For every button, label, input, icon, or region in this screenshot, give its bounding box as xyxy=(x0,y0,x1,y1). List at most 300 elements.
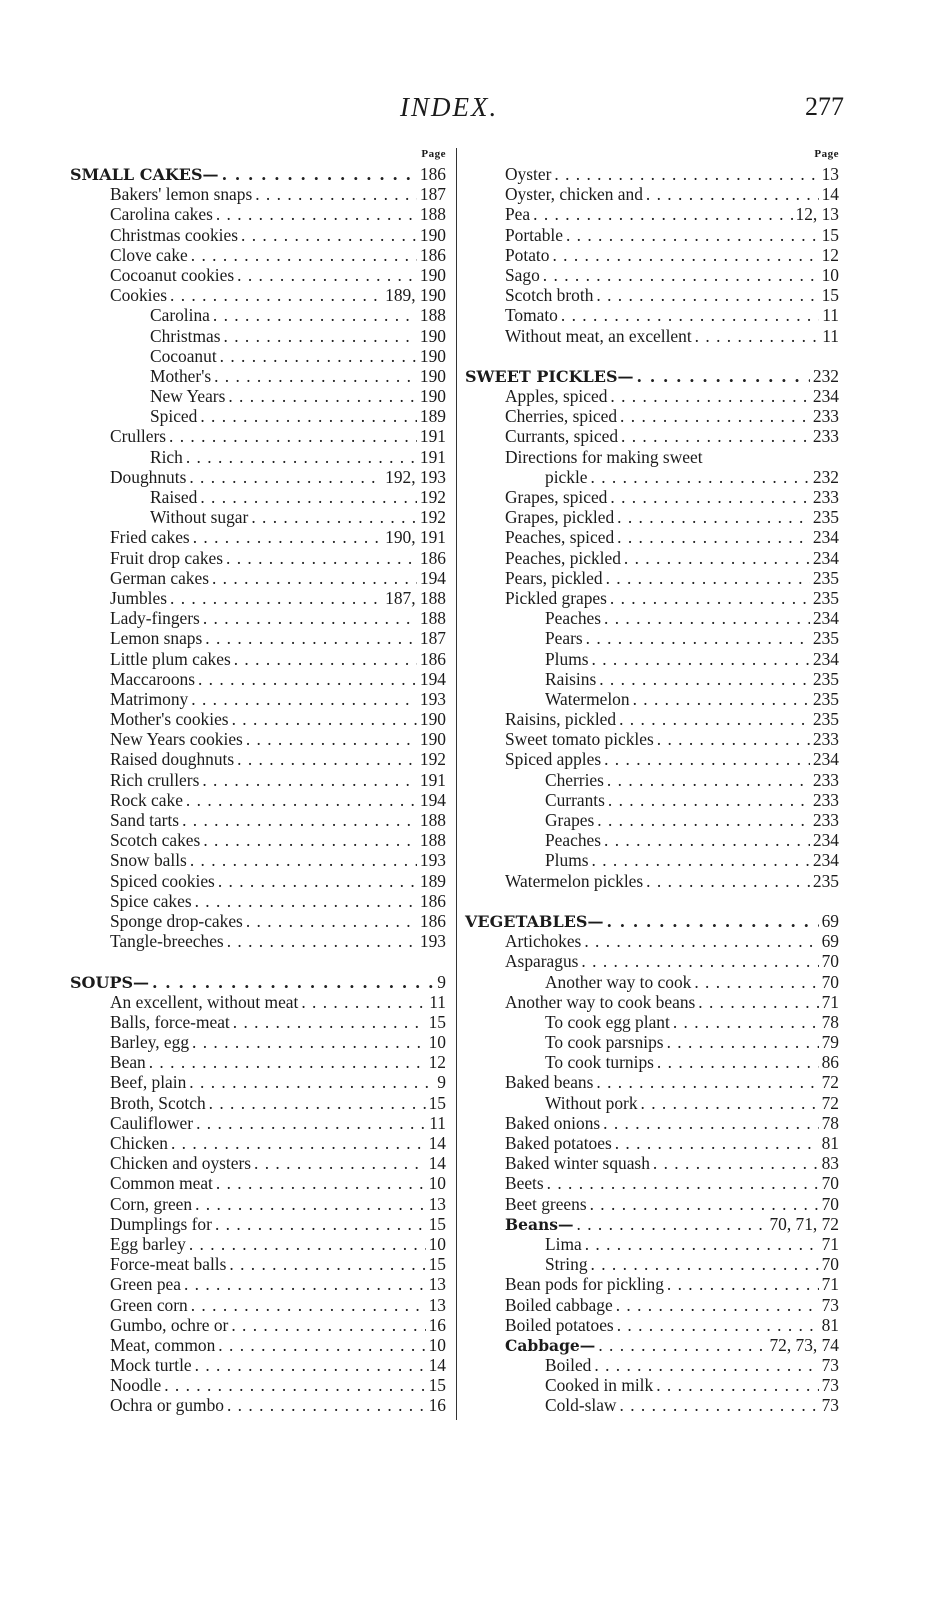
index-entry xyxy=(70,911,448,931)
entry-page-number: 190 xyxy=(419,325,446,346)
dot-leader xyxy=(604,749,810,769)
entry-page-number: 234 xyxy=(812,850,839,871)
dot-leader xyxy=(694,972,818,992)
dot-leader xyxy=(533,204,792,224)
index-entry xyxy=(465,931,841,951)
dot-leader xyxy=(603,1113,818,1133)
index-entry xyxy=(70,204,448,224)
entry-page-number: 186 xyxy=(419,890,446,911)
entry-page-number: 15 xyxy=(428,1011,446,1032)
entry-label: To cook parsnips xyxy=(545,1032,664,1053)
index-entry xyxy=(465,204,841,224)
entry-label: Little plum cakes xyxy=(110,648,231,669)
dot-leader xyxy=(202,770,417,790)
index-section-heading xyxy=(70,972,448,992)
entry-label: Dumplings for xyxy=(110,1213,212,1234)
entry-page-number: 78 xyxy=(821,1011,839,1032)
entry-label: Cooked in milk xyxy=(545,1375,654,1396)
entry-page-number: 232 xyxy=(812,365,839,386)
index-entry xyxy=(465,1153,841,1173)
dot-leader xyxy=(191,1295,426,1315)
entry-label: Rich xyxy=(150,446,183,467)
entry-page-number: 234 xyxy=(812,749,839,770)
dot-leader xyxy=(234,649,417,669)
index-entry xyxy=(465,305,841,325)
dot-leader xyxy=(169,426,417,446)
entry-page-number: 10 xyxy=(428,1032,446,1053)
index-entry xyxy=(70,1133,448,1153)
index-entry xyxy=(70,1153,448,1173)
entry-page-number: 14 xyxy=(428,1355,446,1376)
dot-leader xyxy=(152,973,434,993)
dot-leader xyxy=(227,1395,426,1415)
dot-leader xyxy=(606,568,810,588)
entry-label: Lemon snaps xyxy=(110,628,203,649)
dot-leader xyxy=(186,447,417,467)
entry-page-number: 232 xyxy=(812,466,839,487)
entry-page-number: 10 xyxy=(428,1334,446,1355)
index-entry xyxy=(465,225,841,245)
entry-page-number: 15 xyxy=(821,285,839,306)
entry-page-number: 11 xyxy=(822,305,839,326)
entry-label: Boiled xyxy=(545,1355,592,1376)
entry-label: Fried cakes xyxy=(110,527,190,548)
dot-leader xyxy=(191,245,417,265)
entry-page-number: 186 xyxy=(419,164,446,184)
entry-page-number: 235 xyxy=(812,668,839,689)
index-entry xyxy=(70,548,448,568)
dot-leader xyxy=(695,326,820,346)
index-entry xyxy=(465,810,841,830)
entry-page-number: 188 xyxy=(419,830,446,851)
entry-page-number: 15 xyxy=(428,1375,446,1396)
index-section-heading xyxy=(465,366,841,386)
dot-leader xyxy=(237,749,417,769)
dot-leader xyxy=(149,1052,426,1072)
dot-leader xyxy=(203,608,417,628)
index-entry xyxy=(70,285,448,305)
entry-page-number: 188 xyxy=(419,305,446,326)
entry-page-number: 81 xyxy=(821,1133,839,1153)
index-entry xyxy=(465,1295,841,1315)
index-entry xyxy=(70,507,448,527)
dot-leader xyxy=(543,265,819,285)
dot-leader xyxy=(182,810,417,830)
index-entry xyxy=(70,931,448,951)
entry-label: VEGETABLES— xyxy=(465,911,604,931)
index-entry xyxy=(70,346,448,366)
index-entry xyxy=(70,850,448,870)
dot-leader xyxy=(667,1032,819,1052)
index-entry xyxy=(70,608,448,628)
entry-page-number: 73 xyxy=(821,1395,839,1416)
index-entry xyxy=(465,1254,841,1274)
entry-label: Bean xyxy=(110,1052,146,1073)
entry-page-number: 11 xyxy=(429,991,446,1012)
entry-label: Cherries xyxy=(545,769,604,790)
index-entry xyxy=(70,1173,448,1193)
index-entry xyxy=(70,326,448,346)
entry-label: Oyster, chicken and xyxy=(505,184,643,205)
index-entry xyxy=(465,386,841,406)
entry-label: Cold-slaw xyxy=(545,1395,617,1416)
index-entry xyxy=(70,810,448,830)
entry-label: Potato xyxy=(505,244,550,265)
entry-label: Sand tarts xyxy=(110,810,180,830)
index-entry xyxy=(70,709,448,729)
index-entry xyxy=(465,245,841,265)
dot-leader xyxy=(584,931,818,951)
dot-leader xyxy=(617,507,810,527)
index-entry xyxy=(465,588,841,608)
entry-page-number: 234 xyxy=(812,830,839,851)
dot-leader xyxy=(231,1315,425,1335)
index-entry xyxy=(70,1315,448,1335)
index-entry xyxy=(465,1355,841,1375)
entry-label: Carolina xyxy=(150,305,210,326)
index-entry xyxy=(465,709,841,729)
entry-page-number: 192, 193 xyxy=(385,466,446,487)
entry-page-number: 235 xyxy=(812,567,839,588)
entry-label: Portable xyxy=(505,224,563,245)
dot-leader xyxy=(656,1375,818,1395)
entry-page-number: 186 xyxy=(419,547,446,568)
dot-leader xyxy=(615,1133,819,1153)
dot-leader xyxy=(216,1173,426,1193)
entry-label: German cakes xyxy=(110,567,209,588)
entry-page-number: 13 xyxy=(821,164,839,184)
entry-label: New Years xyxy=(150,386,226,407)
page-column-label: Page xyxy=(421,148,446,160)
entry-label: Beans— xyxy=(505,1214,574,1234)
entry-label: Sponge drop-cakes xyxy=(110,910,243,931)
entry-page-number: 15 xyxy=(428,1213,446,1234)
index-entry xyxy=(465,649,841,669)
index-entry xyxy=(465,729,841,749)
entry-page-number: 234 xyxy=(812,386,839,407)
dot-leader xyxy=(610,588,810,608)
entry-label: Egg barley xyxy=(110,1233,186,1254)
entry-page-number: 234 xyxy=(812,608,839,629)
index-entry xyxy=(465,184,841,204)
dot-leader xyxy=(212,568,417,588)
section-spacer xyxy=(465,346,841,366)
entry-page-number: 12 xyxy=(821,244,839,265)
dot-leader xyxy=(620,406,810,426)
entry-page-number: 233 xyxy=(812,426,839,447)
dot-leader xyxy=(241,225,417,245)
entry-page-number: 188 xyxy=(419,810,446,830)
index-entry xyxy=(70,406,448,426)
entry-label: Baked winter squash xyxy=(505,1153,650,1174)
entry-label: Lima xyxy=(545,1233,582,1254)
entry-label: Pears, pickled xyxy=(505,567,603,588)
dot-leader xyxy=(191,689,417,709)
entry-page-number: 193 xyxy=(419,931,446,952)
dot-leader xyxy=(606,912,818,932)
entry-label: Cocoanut xyxy=(150,345,217,366)
index-entry xyxy=(70,1375,448,1395)
entry-page-number: 16 xyxy=(428,1314,446,1335)
entry-label: Baked onions xyxy=(505,1112,601,1133)
dot-leader xyxy=(620,1395,819,1415)
index-entry xyxy=(70,770,448,790)
entry-label: Mock turtle xyxy=(110,1355,192,1376)
dot-leader xyxy=(566,225,819,245)
index-entry xyxy=(465,1072,841,1092)
entry-page-number: 194 xyxy=(419,668,446,689)
entry-label: Tomato xyxy=(505,305,558,326)
dot-leader xyxy=(233,1012,426,1032)
page-column-label: Page xyxy=(814,148,839,160)
entry-page-number: 233 xyxy=(812,789,839,810)
entry-page-number: 233 xyxy=(812,769,839,790)
entry-label: Force-meat balls xyxy=(110,1254,227,1275)
entry-label: Apples, spiced xyxy=(505,386,608,407)
index-entry xyxy=(465,326,841,346)
dot-leader xyxy=(224,326,417,346)
entry-page-number: 235 xyxy=(812,628,839,649)
dot-leader xyxy=(621,426,810,446)
entry-page-number: 187 xyxy=(419,184,446,205)
column-divider xyxy=(456,148,457,1420)
page-number: 277 xyxy=(805,92,844,121)
dot-leader xyxy=(189,1234,426,1254)
entry-label: Grapes, spiced xyxy=(505,487,608,507)
index-entry xyxy=(465,830,841,850)
index-entry xyxy=(70,992,448,1012)
dot-leader xyxy=(171,1133,426,1153)
index-section-heading xyxy=(465,911,841,931)
entry-page-number: 193 xyxy=(419,688,446,709)
dot-leader xyxy=(251,507,417,527)
dot-leader xyxy=(617,527,810,547)
entry-label: Currants xyxy=(545,789,605,810)
entry-page-number: 16 xyxy=(428,1395,446,1416)
entry-page-number: 11 xyxy=(822,325,839,346)
entry-page-number: 72 xyxy=(821,1092,839,1113)
index-section-heading xyxy=(70,164,448,184)
entry-page-number: 189 xyxy=(419,406,446,427)
dot-leader xyxy=(227,931,417,951)
dot-leader xyxy=(189,467,382,487)
entry-page-number: 73 xyxy=(821,1355,839,1376)
entry-label: Baked beans xyxy=(505,1072,594,1093)
dot-leader xyxy=(619,709,810,729)
dot-leader xyxy=(591,467,810,487)
dot-leader xyxy=(604,608,810,628)
entry-label: Watermelon pickles xyxy=(505,870,644,891)
index-entry xyxy=(465,608,841,628)
index-entry xyxy=(70,1194,448,1214)
entry-label: Oyster xyxy=(505,164,552,184)
dot-leader xyxy=(547,1173,819,1193)
entry-page-number: 15 xyxy=(821,224,839,245)
entry-label: Carolina cakes xyxy=(110,204,213,225)
entry-label: Christmas cookies xyxy=(110,224,239,245)
index-entry xyxy=(465,406,841,426)
entry-page-number: 72 xyxy=(821,1072,839,1093)
entry-label: Peaches xyxy=(545,608,602,629)
entry-label: Another way to cook xyxy=(545,971,692,992)
entry-label: Jumbles xyxy=(110,587,168,608)
entry-label: Plums xyxy=(545,850,589,871)
dot-leader xyxy=(608,790,810,810)
entry-page-number: 191 xyxy=(419,769,446,790)
entry-page-number: 71 xyxy=(821,1233,839,1254)
entry-page-number: 15 xyxy=(428,1254,446,1275)
dot-leader xyxy=(246,729,417,749)
entry-label: Asparagus xyxy=(505,951,579,972)
index-entry xyxy=(70,1113,448,1133)
entry-label: Spiced cookies xyxy=(110,870,215,891)
index-entry xyxy=(70,1355,448,1375)
index-entry xyxy=(70,1234,448,1254)
index-entry xyxy=(465,770,841,790)
entry-label: Cabbage— xyxy=(505,1335,596,1355)
entry-label: New Years cookies xyxy=(110,729,243,750)
dot-leader xyxy=(203,830,417,850)
index-entry xyxy=(465,1395,841,1415)
index-entry xyxy=(465,1093,841,1113)
index-entry xyxy=(465,447,841,467)
entry-page-number: 81 xyxy=(821,1314,839,1335)
dot-leader xyxy=(599,669,810,689)
dot-leader xyxy=(164,1375,425,1395)
entry-page-number: 9 xyxy=(437,1072,446,1093)
entry-page-number: 192 xyxy=(419,507,446,528)
entry-page-number: 235 xyxy=(812,870,839,891)
entry-label: Plums xyxy=(545,648,589,669)
entry-page-number: 83 xyxy=(821,1153,839,1174)
entry-page-number: 86 xyxy=(821,1052,839,1073)
dot-leader xyxy=(617,1315,819,1335)
entry-label: Peaches xyxy=(545,830,602,851)
entry-page-number: 13 xyxy=(428,1294,446,1315)
entry-label: To cook turnips xyxy=(545,1052,654,1073)
entry-label: Mother's cookies xyxy=(110,709,229,730)
index-entry xyxy=(70,1032,448,1052)
dot-leader xyxy=(170,285,382,305)
entry-page-number: 70 xyxy=(821,1193,839,1214)
entry-label: Baked potatoes xyxy=(505,1133,612,1153)
index-entry xyxy=(465,972,841,992)
entry-page-number: 190, 191 xyxy=(385,527,446,548)
index-entry xyxy=(70,225,448,245)
entry-page-number: 234 xyxy=(812,547,839,568)
entry-page-number: 191 xyxy=(419,446,446,467)
dot-leader xyxy=(598,1335,766,1355)
entry-page-number: 78 xyxy=(821,1112,839,1133)
index-entry xyxy=(465,669,841,689)
entry-page-number: 79 xyxy=(821,1032,839,1053)
entry-label: Sweet tomato pickles xyxy=(505,729,654,750)
dot-leader xyxy=(607,770,810,790)
dot-leader xyxy=(637,367,810,387)
index-entry xyxy=(465,265,841,285)
index-entry xyxy=(465,1032,841,1052)
entry-page-number: 235 xyxy=(812,688,839,709)
entry-label: Scotch cakes xyxy=(110,830,201,851)
entry-label: Beet greens xyxy=(505,1193,587,1214)
dot-leader xyxy=(591,1254,819,1274)
index-entry xyxy=(465,1194,841,1214)
entry-page-number: 14 xyxy=(821,184,839,205)
index-entry xyxy=(465,992,841,1012)
entry-page-number: 10 xyxy=(821,264,839,285)
dot-leader xyxy=(552,245,818,265)
dot-leader xyxy=(254,1153,426,1173)
index-entry xyxy=(70,245,448,265)
entry-list xyxy=(70,164,448,1416)
index-entry xyxy=(465,1214,841,1234)
dot-leader xyxy=(633,689,810,709)
index-entry xyxy=(465,871,841,891)
entry-label: Common meat xyxy=(110,1173,213,1194)
entry-label: Spiced xyxy=(150,406,198,427)
entry-page-number: 9 xyxy=(437,971,446,992)
entry-page-number: 72, 73, 74 xyxy=(769,1334,839,1355)
entry-page-number: 188 xyxy=(419,608,446,629)
dot-leader xyxy=(246,911,417,931)
dot-leader xyxy=(215,1214,426,1234)
entry-page-number: 188 xyxy=(419,204,446,225)
index-entry xyxy=(70,305,448,325)
entry-label: Lady-fingers xyxy=(110,608,200,629)
dot-leader xyxy=(641,1093,819,1113)
entry-page-number: 190 xyxy=(419,264,446,285)
dot-leader xyxy=(200,406,417,426)
dot-leader xyxy=(184,1274,426,1294)
dot-leader xyxy=(653,1153,819,1173)
entry-label: Corn, green xyxy=(110,1193,193,1214)
dot-leader xyxy=(198,669,417,689)
entry-label: An excellent, without meat xyxy=(110,991,299,1012)
entry-page-number: 193 xyxy=(419,850,446,871)
entry-page-number: 190 xyxy=(419,365,446,386)
entry-label: SMALL CAKES— xyxy=(70,165,219,184)
dot-leader xyxy=(610,386,810,406)
index-entry xyxy=(465,749,841,769)
entry-label: Meat, common xyxy=(110,1334,216,1355)
entry-label: Spiced apples xyxy=(505,749,602,770)
entry-page-number: 235 xyxy=(812,587,839,608)
index-entry xyxy=(465,285,841,305)
dot-leader xyxy=(554,164,818,184)
dot-leader xyxy=(657,1052,819,1072)
entry-page-number: 186 xyxy=(419,244,446,265)
entry-page-number: 235 xyxy=(812,709,839,730)
dot-leader xyxy=(616,1295,819,1315)
entry-label: Currants, spiced xyxy=(505,426,619,447)
entry-page-number: 12 xyxy=(428,1052,446,1073)
dot-leader xyxy=(237,265,417,285)
index-entry xyxy=(70,1093,448,1113)
entry-page-number: 10 xyxy=(428,1233,446,1254)
entry-label: Pea xyxy=(505,204,531,225)
index-entry xyxy=(70,184,448,204)
index-entry xyxy=(70,366,448,386)
index-entry xyxy=(70,1335,448,1355)
entry-label: Spice cakes xyxy=(110,890,192,911)
index-entry xyxy=(465,1234,841,1254)
entry-page-number: 233 xyxy=(812,487,839,507)
entry-page-number: 194 xyxy=(419,567,446,588)
entry-label: Cookies xyxy=(110,285,168,306)
entry-label: Pears xyxy=(545,628,583,649)
dot-leader xyxy=(205,628,417,648)
entry-label: SOUPS— xyxy=(70,972,150,992)
